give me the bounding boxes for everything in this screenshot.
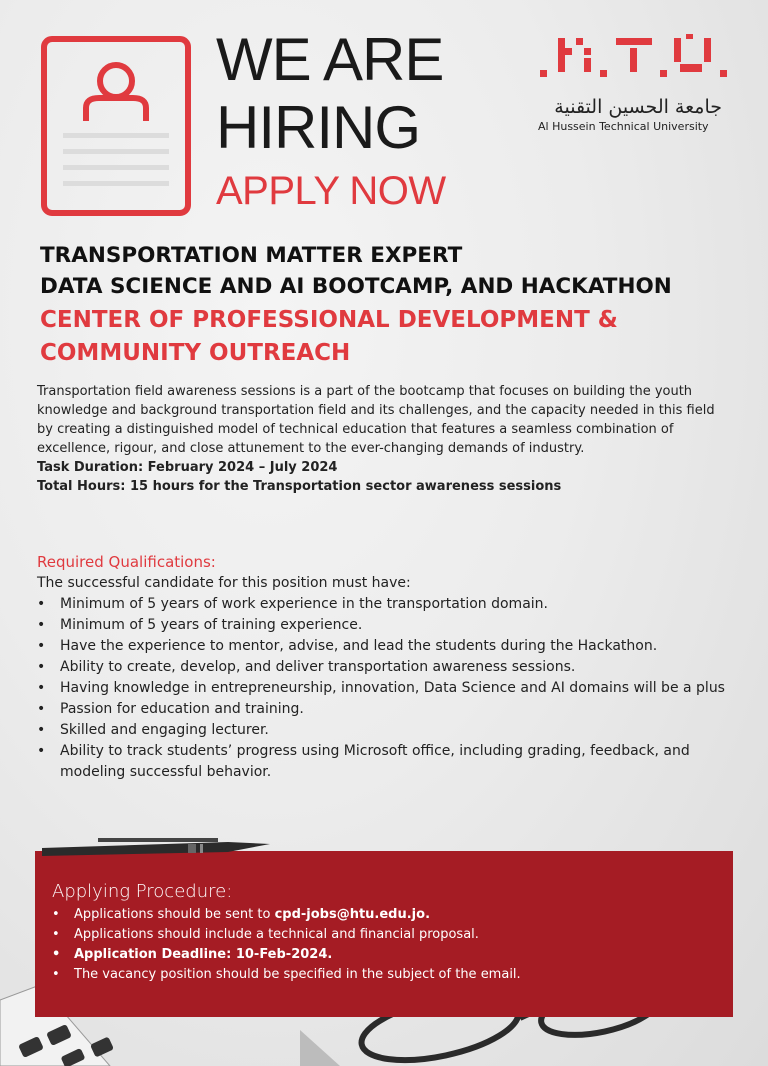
center-title-line2: COMMUNITY OUTREACH	[40, 340, 351, 366]
list-item: • Have the experience to mentor, advise, and lead the students during the Hackathon.	[37, 636, 737, 657]
list-item: • Ability to create, develop, and deliver transportation awareness sessions.	[37, 657, 737, 678]
task-duration: Task Duration: February 2024 – July 2024	[37, 460, 338, 475]
list-item: • The vacancy position should be specified in the subject of the email.	[52, 965, 712, 985]
list-item: • Passion for education and training.	[37, 699, 737, 720]
university-english-name: Al Hussein Technical University	[538, 120, 709, 133]
list-item: • Minimum of 5 years of training experience.	[37, 615, 737, 636]
procedure-list	[52, 905, 712, 985]
htu-logo	[538, 34, 738, 133]
qualifications-list	[37, 594, 737, 783]
application-deadline: • Application Deadline: 10-Feb-2024.	[52, 945, 712, 965]
hiring-heading	[216, 28, 516, 214]
pen-graphic	[38, 832, 278, 862]
position-title: TRANSPORTATION MATTER EXPERT	[40, 243, 463, 268]
list-item: • Minimum of 5 years of work experience in the transportation domain.	[37, 594, 737, 615]
list-item: • Applications should include a technical and financial proposal.	[52, 925, 712, 945]
htu-logo-mark	[538, 34, 728, 94]
procedure-item1-text: Applications should be sent to	[74, 907, 275, 922]
qualifications-section	[37, 552, 737, 783]
applying-procedure	[52, 880, 712, 985]
application-email-link[interactable]: cpd-jobs@htu.edu.jo.	[274, 907, 431, 922]
apply-now-text: APPLY NOW	[216, 169, 446, 213]
university-arabic-name: جامعة الحسين التقنية	[554, 96, 722, 118]
total-hours: Total Hours: 15 hours for the Transportation sector awareness sessions	[37, 479, 562, 494]
qualifications-heading: Required Qualifications:	[37, 553, 216, 571]
job-description	[37, 382, 717, 496]
resume-icon	[41, 36, 191, 216]
list-item	[52, 905, 712, 925]
program-title: DATA SCIENCE AND AI BOOTCAMP, AND HACKATHON	[40, 274, 672, 299]
procedure-heading: Applying Procedure:	[52, 881, 233, 902]
list-item: • Ability to track students’ progress using Microsoft office, including grading, feedback, and modeling successful behavior.	[37, 741, 737, 783]
description-paragraph: Transportation field awareness sessions is a part of the bootcamp that focuses on building the youth knowledge and background transportation field and its challenges, and the capacity needed in this field by creating a distinguished model of technical education that features a seamless combination of excellence, rigour, and close attunement to the ever-changing demands of industry.	[37, 384, 715, 456]
hiring-line2: HIRING	[216, 94, 420, 161]
hiring-line1: WE ARE	[216, 26, 444, 93]
list-item: • Having knowledge in entrepreneurship, innovation, Data Science and AI domains will be a plus	[37, 678, 737, 699]
center-title-line1: CENTER OF PROFESSIONAL DEVELOPMENT &	[40, 307, 618, 333]
phone-graphic	[300, 1030, 340, 1066]
job-titles	[40, 240, 740, 370]
list-item: • Skilled and engaging lecturer.	[37, 720, 737, 741]
qualifications-intro: The successful candidate for this position must have:	[37, 575, 411, 591]
